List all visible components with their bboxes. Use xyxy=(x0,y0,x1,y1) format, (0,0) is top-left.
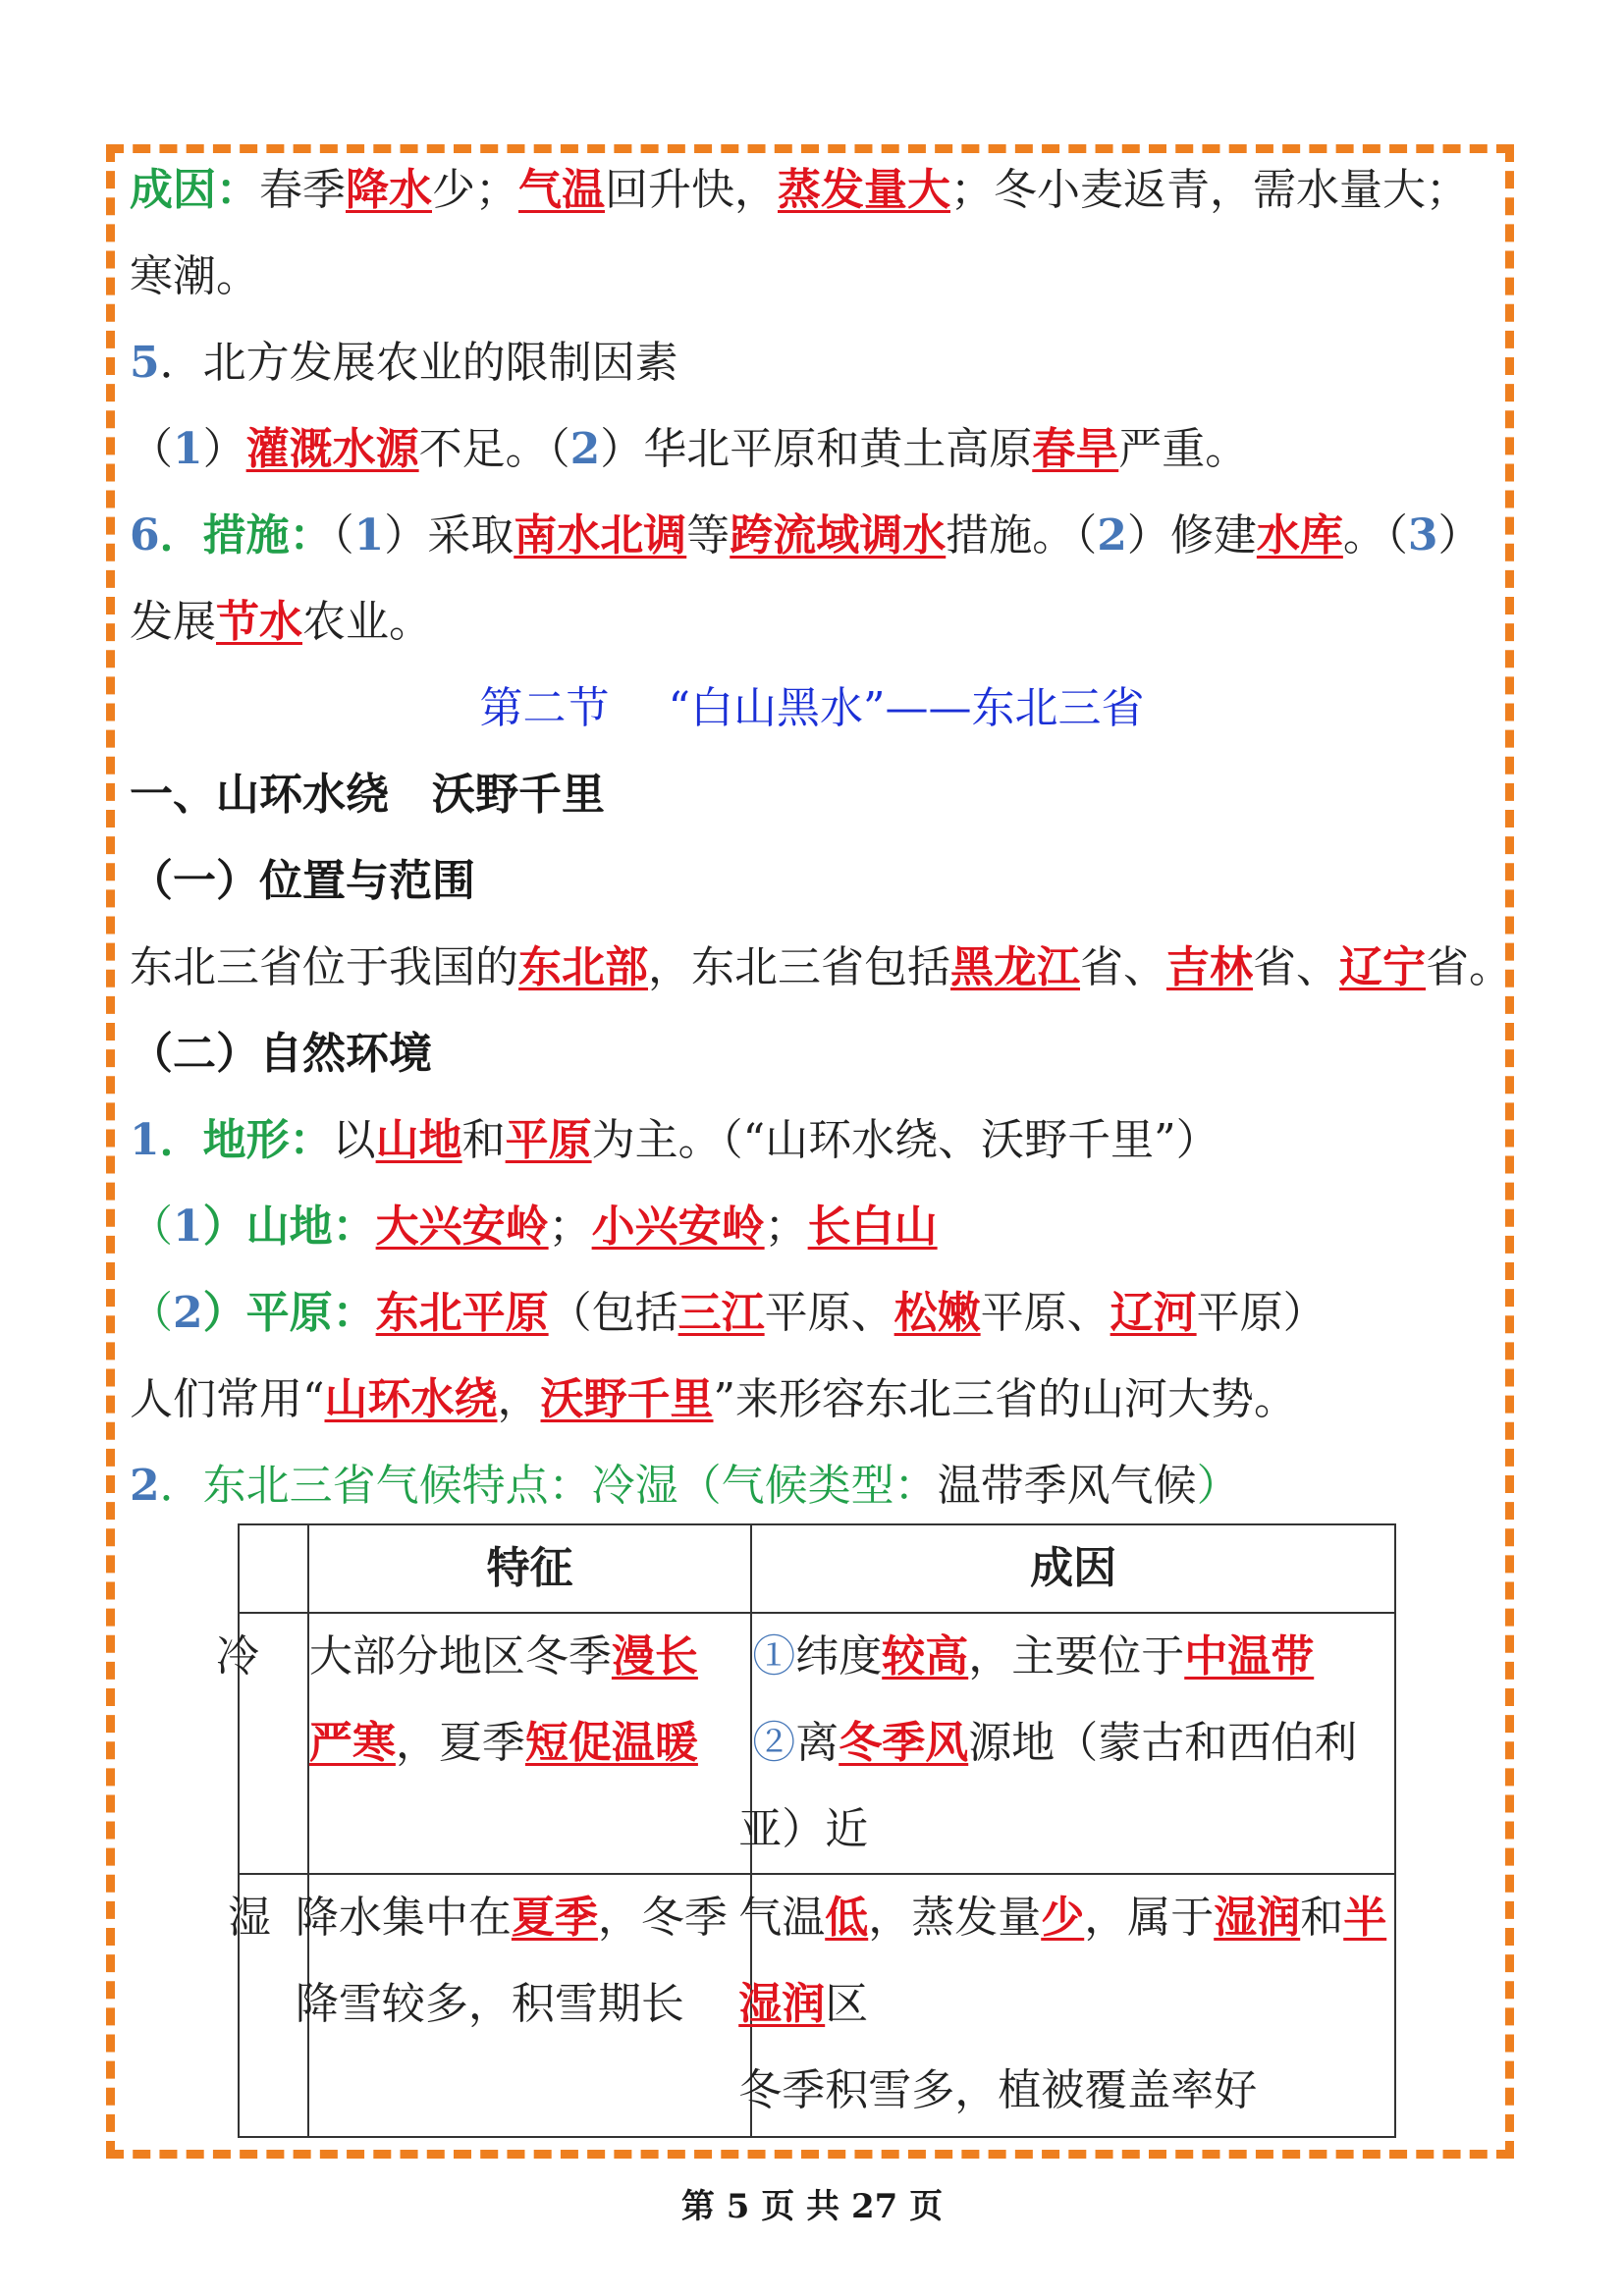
cell-line xyxy=(738,1875,1394,1961)
text: ，主要位于 xyxy=(968,1631,1185,1682)
keyword: 小兴安岭 xyxy=(591,1201,765,1252)
text: 离 xyxy=(795,1718,839,1768)
cell-line xyxy=(738,1961,1394,2048)
item-number: 1 xyxy=(130,1115,160,1165)
mountains-label: ）山地： xyxy=(202,1201,376,1252)
text: 大部分地区冬季 xyxy=(308,1631,612,1682)
text: 回升快， xyxy=(605,165,778,215)
cell-line xyxy=(738,2048,1394,2134)
text: （ xyxy=(332,510,354,561)
text: ，东北三省包括 xyxy=(648,942,950,992)
keyword: 三江 xyxy=(677,1288,765,1338)
keyword: 跨流域调水 xyxy=(730,510,947,561)
heading-location xyxy=(130,838,1494,925)
circled-number: ② xyxy=(752,1718,796,1768)
text: 少； xyxy=(432,165,518,215)
keyword: 中温带 xyxy=(1184,1631,1315,1682)
table-row xyxy=(239,1613,1395,1874)
climate-label: ．东北三省气候特点：冷湿（气候类型： xyxy=(159,1461,938,1511)
text: ） xyxy=(1196,1461,1240,1511)
section-title xyxy=(130,666,1494,752)
cell-line xyxy=(738,1787,1394,1873)
document-body xyxy=(130,147,1512,1529)
line-cause xyxy=(130,147,1494,234)
keyword: 松嫩 xyxy=(893,1288,981,1338)
text: 人们常用“ xyxy=(130,1374,325,1424)
text: ，蒸发量 xyxy=(868,1893,1042,1943)
page-footer xyxy=(0,2179,1624,2227)
text: ） xyxy=(1437,510,1482,561)
plains-label: ）平原： xyxy=(202,1288,376,1338)
line-climate xyxy=(130,1443,1494,1529)
item-number: 6 xyxy=(130,510,160,561)
cell-line xyxy=(752,1614,1394,1700)
heading-text: （二）自然环境 xyxy=(130,1029,432,1079)
keyword: 沃野千里 xyxy=(540,1374,714,1424)
keyword: 春旱 xyxy=(1032,424,1119,474)
keyword: 严寒 xyxy=(308,1718,396,1768)
text: 和 xyxy=(461,1115,506,1165)
item-number: 2 xyxy=(173,1288,203,1338)
keyword: 漫长 xyxy=(611,1631,698,1682)
keyword: 大兴安岭 xyxy=(375,1201,549,1252)
item-number: 3 xyxy=(1407,510,1438,561)
keyword: 气温 xyxy=(518,165,605,215)
text: （ xyxy=(130,1201,173,1252)
measures-label: ．措施： xyxy=(159,510,333,561)
text: 平原） xyxy=(1196,1288,1326,1338)
text: 平原、 xyxy=(980,1288,1110,1338)
text: 源地（蒙古和西伯利 xyxy=(968,1718,1358,1768)
keyword: 南水北调 xyxy=(514,510,687,561)
keyword: 吉林 xyxy=(1166,942,1253,992)
text: 。（ xyxy=(1342,510,1408,561)
text: 降水集中在 xyxy=(295,1893,512,1943)
text: 页 xyxy=(909,2187,944,2226)
text: 措施。（ xyxy=(946,510,1098,561)
table-header-cell: 成因 xyxy=(751,1524,1395,1613)
keyword: 长白山 xyxy=(807,1201,938,1252)
text: 为主。（“山环水绕、沃野千里”） xyxy=(591,1115,1219,1165)
keyword: 降水 xyxy=(346,165,432,215)
total-pages: 27 xyxy=(850,2187,898,2226)
line-mountains xyxy=(130,1184,1494,1270)
keyword: 辽宁 xyxy=(1339,942,1426,992)
text: 严重。 xyxy=(1118,424,1249,474)
keyword: 较高 xyxy=(882,1631,969,1682)
text: （包括 xyxy=(548,1288,678,1338)
text: 纬度 xyxy=(795,1631,883,1682)
line-limits xyxy=(130,406,1494,493)
text: 温带季风气候 xyxy=(937,1461,1197,1511)
table-cell xyxy=(216,1613,308,1874)
keyword: 平原 xyxy=(505,1115,592,1165)
heading-text: （一）位置与范围 xyxy=(130,856,475,906)
table-cell xyxy=(308,1613,751,1874)
keyword: 水库 xyxy=(1256,510,1343,561)
keyword: 湿润 xyxy=(738,1979,826,2029)
keyword: 灌溉水源 xyxy=(245,424,419,474)
keyword: 夏季 xyxy=(511,1893,598,1943)
text: ）修建 xyxy=(1126,510,1257,561)
text: 区 xyxy=(825,1979,869,2029)
text: 省、 xyxy=(1080,942,1166,992)
line-cold-wave xyxy=(130,234,1494,320)
cell-line xyxy=(296,1961,750,2048)
item-number: 2 xyxy=(569,424,601,474)
line-terrain xyxy=(130,1097,1494,1184)
text: 发展 xyxy=(130,597,216,647)
text: 降雪较多，积雪期长 xyxy=(295,1979,684,2029)
item-number: 5 xyxy=(130,338,160,388)
circled-number: ① xyxy=(752,1631,796,1682)
table-cell xyxy=(738,1613,1395,1874)
text: ，夏季 xyxy=(395,1718,525,1768)
keyword: 蒸发量大 xyxy=(778,165,950,215)
text: 东北三省位于我国的 xyxy=(130,942,518,992)
table-header-row xyxy=(239,1524,1395,1613)
text: 省。 xyxy=(1426,942,1512,992)
text: 寒潮。 xyxy=(130,251,259,301)
text: 亚）近 xyxy=(738,1804,869,1854)
text: ）采取 xyxy=(384,510,514,561)
row-label: 湿 xyxy=(228,1893,271,1943)
line-item-6 xyxy=(130,493,1494,579)
climate-table xyxy=(216,1523,1396,2138)
text: 以 xyxy=(332,1115,376,1165)
keyword: 少 xyxy=(1041,1893,1085,1943)
line-plains xyxy=(130,1270,1494,1357)
text: 冬季积雪多，植被覆盖率好 xyxy=(738,2065,1258,2115)
table-cell xyxy=(738,1874,1395,2137)
cause-label: 成因： xyxy=(130,165,259,215)
cell-line xyxy=(309,1700,750,1787)
section-name: “白山黑水”——东北三省 xyxy=(668,683,1145,733)
table-row xyxy=(239,1874,1395,2137)
table-header-cell xyxy=(239,1524,308,1613)
keyword: 辽河 xyxy=(1110,1288,1197,1338)
text: 平原、 xyxy=(764,1288,894,1338)
page-number: 5 xyxy=(726,2187,750,2226)
text: 气温 xyxy=(738,1893,826,1943)
item-number: 1 xyxy=(353,510,385,561)
keyword: 黑龙江 xyxy=(950,942,1080,992)
cell-line xyxy=(309,1614,750,1700)
keyword: 短促温暖 xyxy=(524,1718,698,1768)
text: 等 xyxy=(686,510,731,561)
text: 春季 xyxy=(259,165,346,215)
keyword: 半 xyxy=(1343,1893,1387,1943)
line-item-5 xyxy=(130,320,1494,406)
keyword: 山环水绕 xyxy=(324,1374,498,1424)
keyword: 东北部 xyxy=(518,942,648,992)
row-label: 冷 xyxy=(216,1631,259,1682)
text: ； xyxy=(548,1201,592,1252)
heading-1 xyxy=(130,752,1494,838)
text: ） xyxy=(202,424,246,474)
heading-environment xyxy=(130,1011,1494,1097)
keyword: 低 xyxy=(825,1893,869,1943)
terrain-label: ．地形： xyxy=(159,1115,333,1165)
text: 不足。（ xyxy=(418,424,570,474)
text: ．北方发展农业的限制因素 xyxy=(159,338,678,388)
text: （ xyxy=(130,1288,173,1338)
item-number: 2 xyxy=(130,1461,160,1511)
table-cell xyxy=(295,1874,751,2137)
cell-line xyxy=(296,1875,750,1961)
keyword: 湿润 xyxy=(1214,1893,1301,1943)
text: 农业。 xyxy=(302,597,432,647)
keyword: 东北平原 xyxy=(375,1288,549,1338)
text: 省、 xyxy=(1253,942,1339,992)
keyword: 山地 xyxy=(375,1115,462,1165)
item-number: 1 xyxy=(173,424,203,474)
text: （ xyxy=(130,424,173,474)
item-number: 2 xyxy=(1097,510,1127,561)
line-location xyxy=(130,925,1512,1011)
keyword: 冬季风 xyxy=(839,1718,969,1768)
text: ，属于 xyxy=(1084,1893,1215,1943)
text: 第 xyxy=(680,2187,715,2226)
keyword: 节水 xyxy=(216,597,302,647)
text: 和 xyxy=(1300,1893,1344,1943)
cell-line xyxy=(752,1700,1394,1787)
text: ， xyxy=(497,1374,541,1424)
text: ，冬季 xyxy=(597,1893,728,1943)
table-header-cell: 特征 xyxy=(308,1524,751,1613)
section-number: 第二节 xyxy=(479,683,610,733)
line-saying xyxy=(130,1357,1494,1443)
text: ）华北平原和黄土高原 xyxy=(600,424,1033,474)
item-number: 1 xyxy=(173,1201,203,1252)
text: 页 共 xyxy=(761,2187,840,2226)
text: ”来形容东北三省的山河大势。 xyxy=(713,1374,1297,1424)
text: ；冬小麦返青，需水量大； xyxy=(950,165,1469,215)
heading-text: 一、山环水绕 沃野千里 xyxy=(130,770,605,820)
line-water-saving xyxy=(130,579,1494,666)
text: ； xyxy=(764,1201,808,1252)
